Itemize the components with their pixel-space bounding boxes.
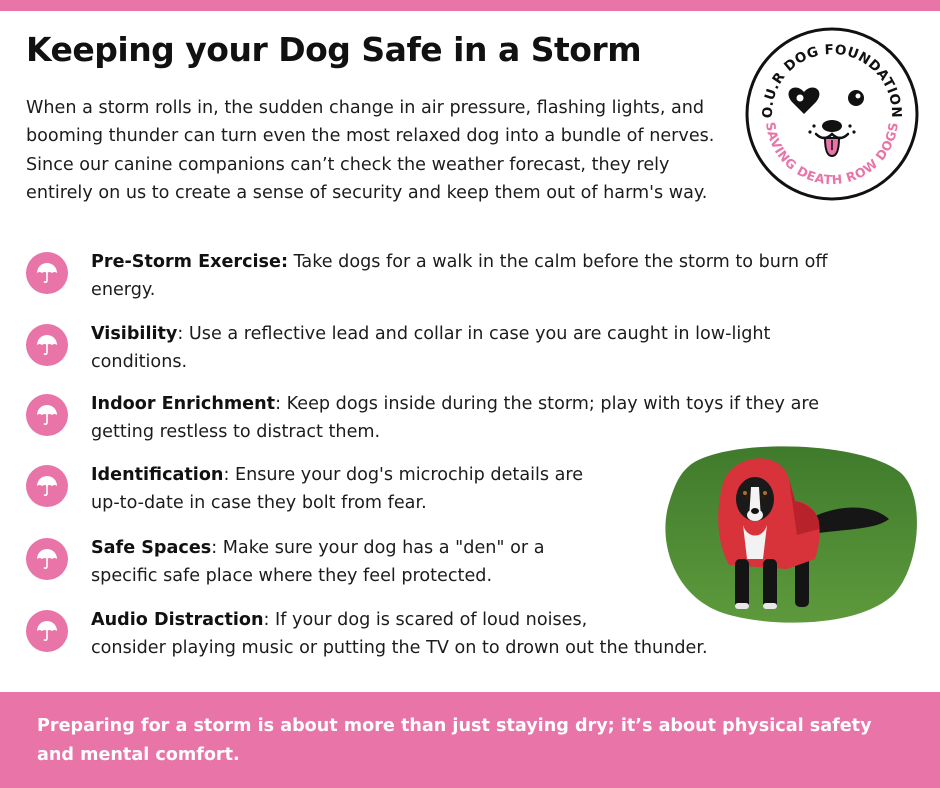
tip-text: : Use a reflective lead and collar in case you are caught in low-light	[177, 324, 771, 344]
umbrella-icon	[26, 538, 68, 580]
tip-text-continued: consider playing music or putting the TV on to drown out the thunder.	[91, 638, 708, 659]
tip-heading: Visibility	[91, 324, 178, 344]
logo-bottom-text: SAVING DEATH ROW DOGS	[763, 120, 901, 188]
tip-text-continued: conditions.	[91, 352, 188, 373]
tip-heading: Identification	[91, 465, 224, 485]
logo-top-text: O.U.R DOG FOUNDATION	[759, 41, 905, 119]
tip-text-continued: getting restless to distract them.	[91, 422, 381, 443]
tip-text-continued: specific safe place where they feel protected.	[91, 566, 493, 587]
top-accent-bar	[0, 0, 940, 11]
intro-paragraph: When a storm rolls in, the sudden change in air pressure, flashing lights, and booming thunder can turn even the most relaxed dog into a bundle of nerves. Since our canine companions can’t check the weather forecast, they rely entirely on us to create a sense of security and keep them out of harm's way.	[26, 98, 715, 203]
tip-text: : Ensure your dog's microchip details are	[223, 465, 584, 485]
umbrella-icon	[26, 252, 68, 294]
footer-banner	[0, 692, 940, 788]
tip-text: : Make sure your dog has a "den" or a	[211, 538, 545, 558]
tip-heading: Audio Distraction	[91, 610, 264, 630]
page-title: Keeping your Dog Safe in a Storm	[26, 30, 642, 69]
umbrella-icon	[26, 610, 68, 652]
umbrella-icon	[26, 324, 68, 366]
tip-text: : If your dog is scared of loud noises,	[263, 610, 588, 630]
dog-in-raincoat-photo	[663, 443, 919, 625]
tip-text: Take dogs for a walk in the calm before the storm to burn off	[288, 252, 828, 272]
foundation-logo	[744, 26, 920, 202]
umbrella-icon	[26, 465, 68, 507]
umbrella-icon	[26, 394, 68, 436]
tip-text-continued: energy.	[91, 280, 156, 301]
tip-text: : Keep dogs inside during the storm; play with toys if they are	[275, 394, 820, 414]
tip-heading: Pre-Storm Exercise:	[91, 252, 288, 272]
tip-heading: Indoor Enrichment	[91, 394, 276, 414]
tip-text-continued: up-to-date in case they bolt from fear.	[91, 493, 427, 514]
tip-heading: Safe Spaces	[91, 538, 212, 558]
footer-text: Preparing for a storm is about more than just staying dry; it’s about physical safety and mental comfort.	[37, 716, 872, 765]
